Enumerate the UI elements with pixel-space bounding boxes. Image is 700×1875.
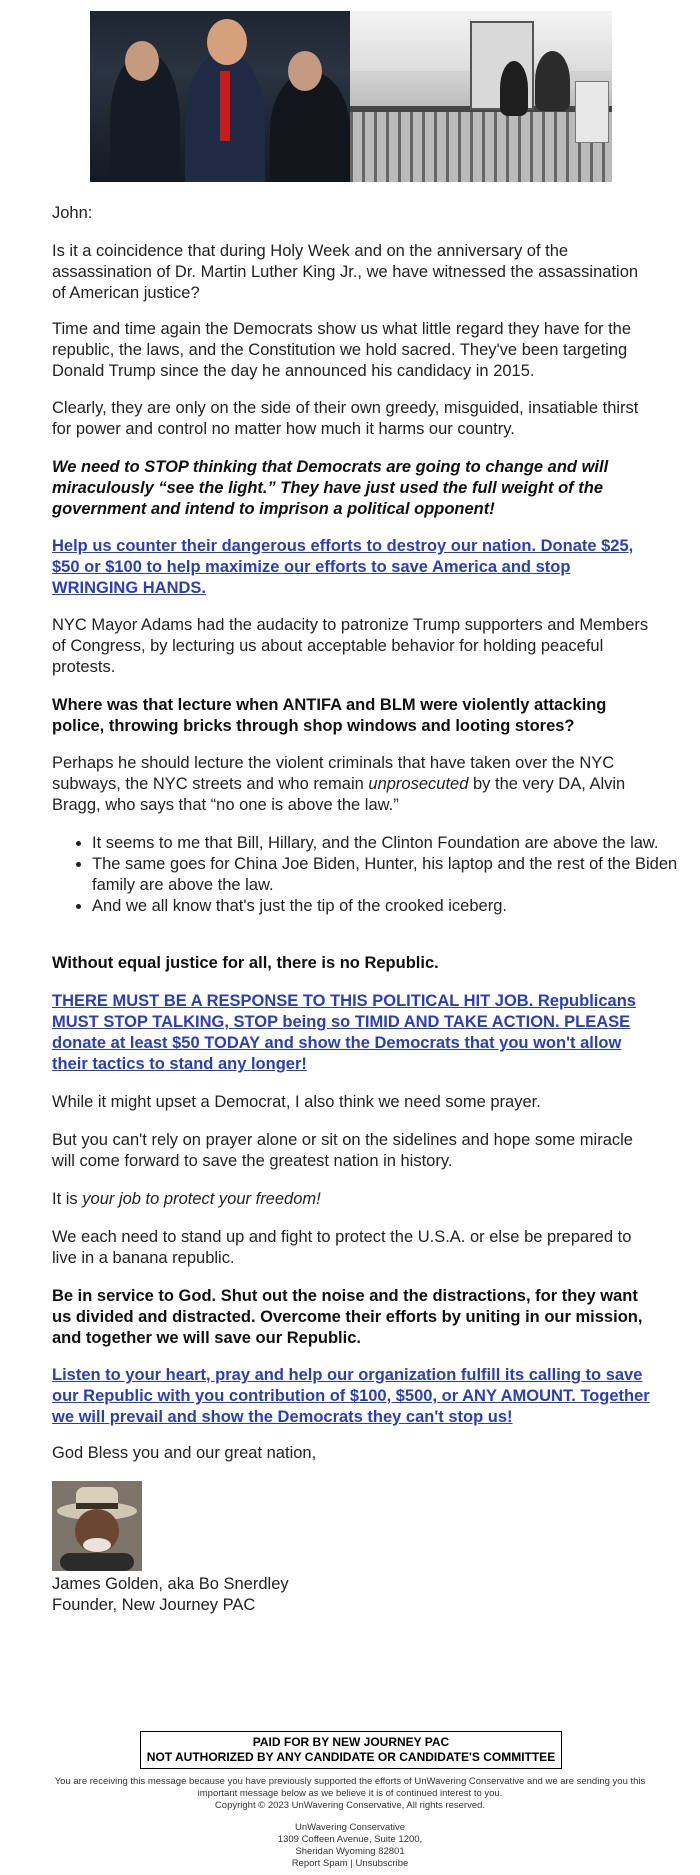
signature-title: Founder, New Journey PAC: [52, 1596, 256, 1614]
disclaimer-line-2: NOT AUTHORIZED BY ANY CANDIDATE OR CANDIDATE'S COMMITTEE: [146, 1750, 556, 1764]
paragraph-2: Time and time again the Democrats show us what little regard they have for the republic, the laws, and the Constitution we hold sacred. They've been targeting Donald Trump since the day he announced his candidacy in 2015.: [52, 320, 632, 380]
footer-org: UnWavering Conservative: [295, 1822, 405, 1833]
footer-link-separator: |: [350, 1858, 353, 1869]
paragraph-3: Clearly, they are only on the side of their own greedy, misguided, insatiable thirst for power and control no matter how much it harms our country.: [52, 399, 639, 438]
disclaimer-line-1: PAID FOR BY NEW JOURNEY PAC: [252, 1735, 450, 1749]
footer-address-1: 1309 Coffeen Avenue, Suite 1200,: [277, 1834, 423, 1845]
list-item: • It seems to me that Bill, Hillary, and the Clinton Foundation are above the law.: [92, 833, 692, 854]
hero-images: [90, 11, 612, 182]
paragraph-5: NYC Mayor Adams had the audacity to patronize Trump supporters and Members of Congress, by lecturing us about acceptable behavior for holding peaceful protests.: [52, 616, 649, 676]
donate-link-1[interactable]: Help us counter their dangerous efforts to destroy our nation. Donate $25, $50 or $100 to help maximize our efforts to save America and stop WRINGING HANDS.: [52, 537, 634, 597]
paragraph-13-bold: Be in service to God. Shut out the noise and the distractions, for they want us divided and distracted. Overcome their efforts by uniting in our mission, and together we will save our Republic.: [52, 1287, 643, 1347]
paragraph-10: But you can't rely on prayer alone or sit on the sidelines and hope some miracle will come forward to save the greatest nation in history.: [52, 1131, 633, 1170]
hero-photo-left: [90, 11, 350, 182]
signature-name: James Golden, aka Bo Snerdley: [52, 1575, 289, 1593]
greeting: John:: [52, 204, 93, 222]
donate-link-3[interactable]: Listen to your heart, pray and help our organization fulfill its calling to save our Republic with you contribution of $100, $500, or ANY AMOUNT. Together we will prevail and show the Democrats they can't stop us!: [52, 1366, 650, 1426]
paragraph-6-bold: Where was that lecture when ANTIFA and BLM were violently attacking police, throwing bricks through shop windows and looting stores?: [52, 696, 607, 735]
list-item: • And we all know that's just the tip of the crooked iceberg.: [92, 896, 692, 917]
donate-link-2[interactable]: THERE MUST BE A RESPONSE TO THIS POLITICAL HIT JOB. Republicans MUST STOP TALKING, STOP being so TIMID AND TAKE ACTION. PLEASE donate at least $50 TODAY and show the Democrats that you won't allow their tactics to stand any longer!: [52, 992, 636, 1073]
paragraph-8-bold: Without equal justice for all, there is no Republic.: [52, 954, 439, 972]
report-spam-link[interactable]: Report Spam: [291, 1858, 348, 1869]
list-item: • The same goes for China Joe Biden, Hunter, his laptop and the rest of the Biden family are above the law.: [92, 854, 692, 896]
unsubscribe-link[interactable]: Unsubscribe: [355, 1858, 409, 1869]
portrait-image: [52, 1481, 142, 1571]
hero-photo-right: [350, 11, 612, 182]
footer-address-2: Sheridan Wyoming 82801: [295, 1846, 405, 1857]
bullet-list: [52, 833, 692, 917]
paragraph-12: We each need to stand up and fight to protect the U.S.A. or else be prepared to live in a banana republic.: [52, 1228, 632, 1267]
footer-copyright: Copyright © 2023 UnWavering Conservative, All rights reserved.: [214, 1800, 486, 1811]
avatar: [52, 1481, 142, 1571]
paragraph-4-emphasis: We need to STOP thinking that Democrats are going to change and will miraculously “see the light.” They have just used the full weight of the government and intend to imprison a political opponent!: [52, 458, 609, 518]
footer-links: [50, 1858, 650, 1870]
paragraph-1: Is it a coincidence that during Holy Week and on the anniversary of the assassination of Dr. Martin Luther King Jr., we have witnessed the assassination of American justice?: [52, 242, 639, 302]
paragraph-11: It is your job to protect your freedom!: [52, 1190, 321, 1208]
paid-for-disclaimer: [140, 1731, 562, 1769]
closing-line: God Bless you and our great nation,: [52, 1444, 317, 1462]
paragraph-7: Perhaps he should lecture the violent criminals that have taken over the NYC subways, the NYC streets and who remain unprosecuted by the very DA, Alvin Bragg, who says that “no one is above the law.”: [52, 754, 626, 814]
paragraph-9: While it might upset a Democrat, I also think we need some prayer.: [52, 1093, 541, 1111]
footer-notice: You are receiving this message because you have previously supported the efforts of UnWavering Conservative and we are sending you this important message below as we believe it is of continued interest to you.: [54, 1776, 646, 1799]
